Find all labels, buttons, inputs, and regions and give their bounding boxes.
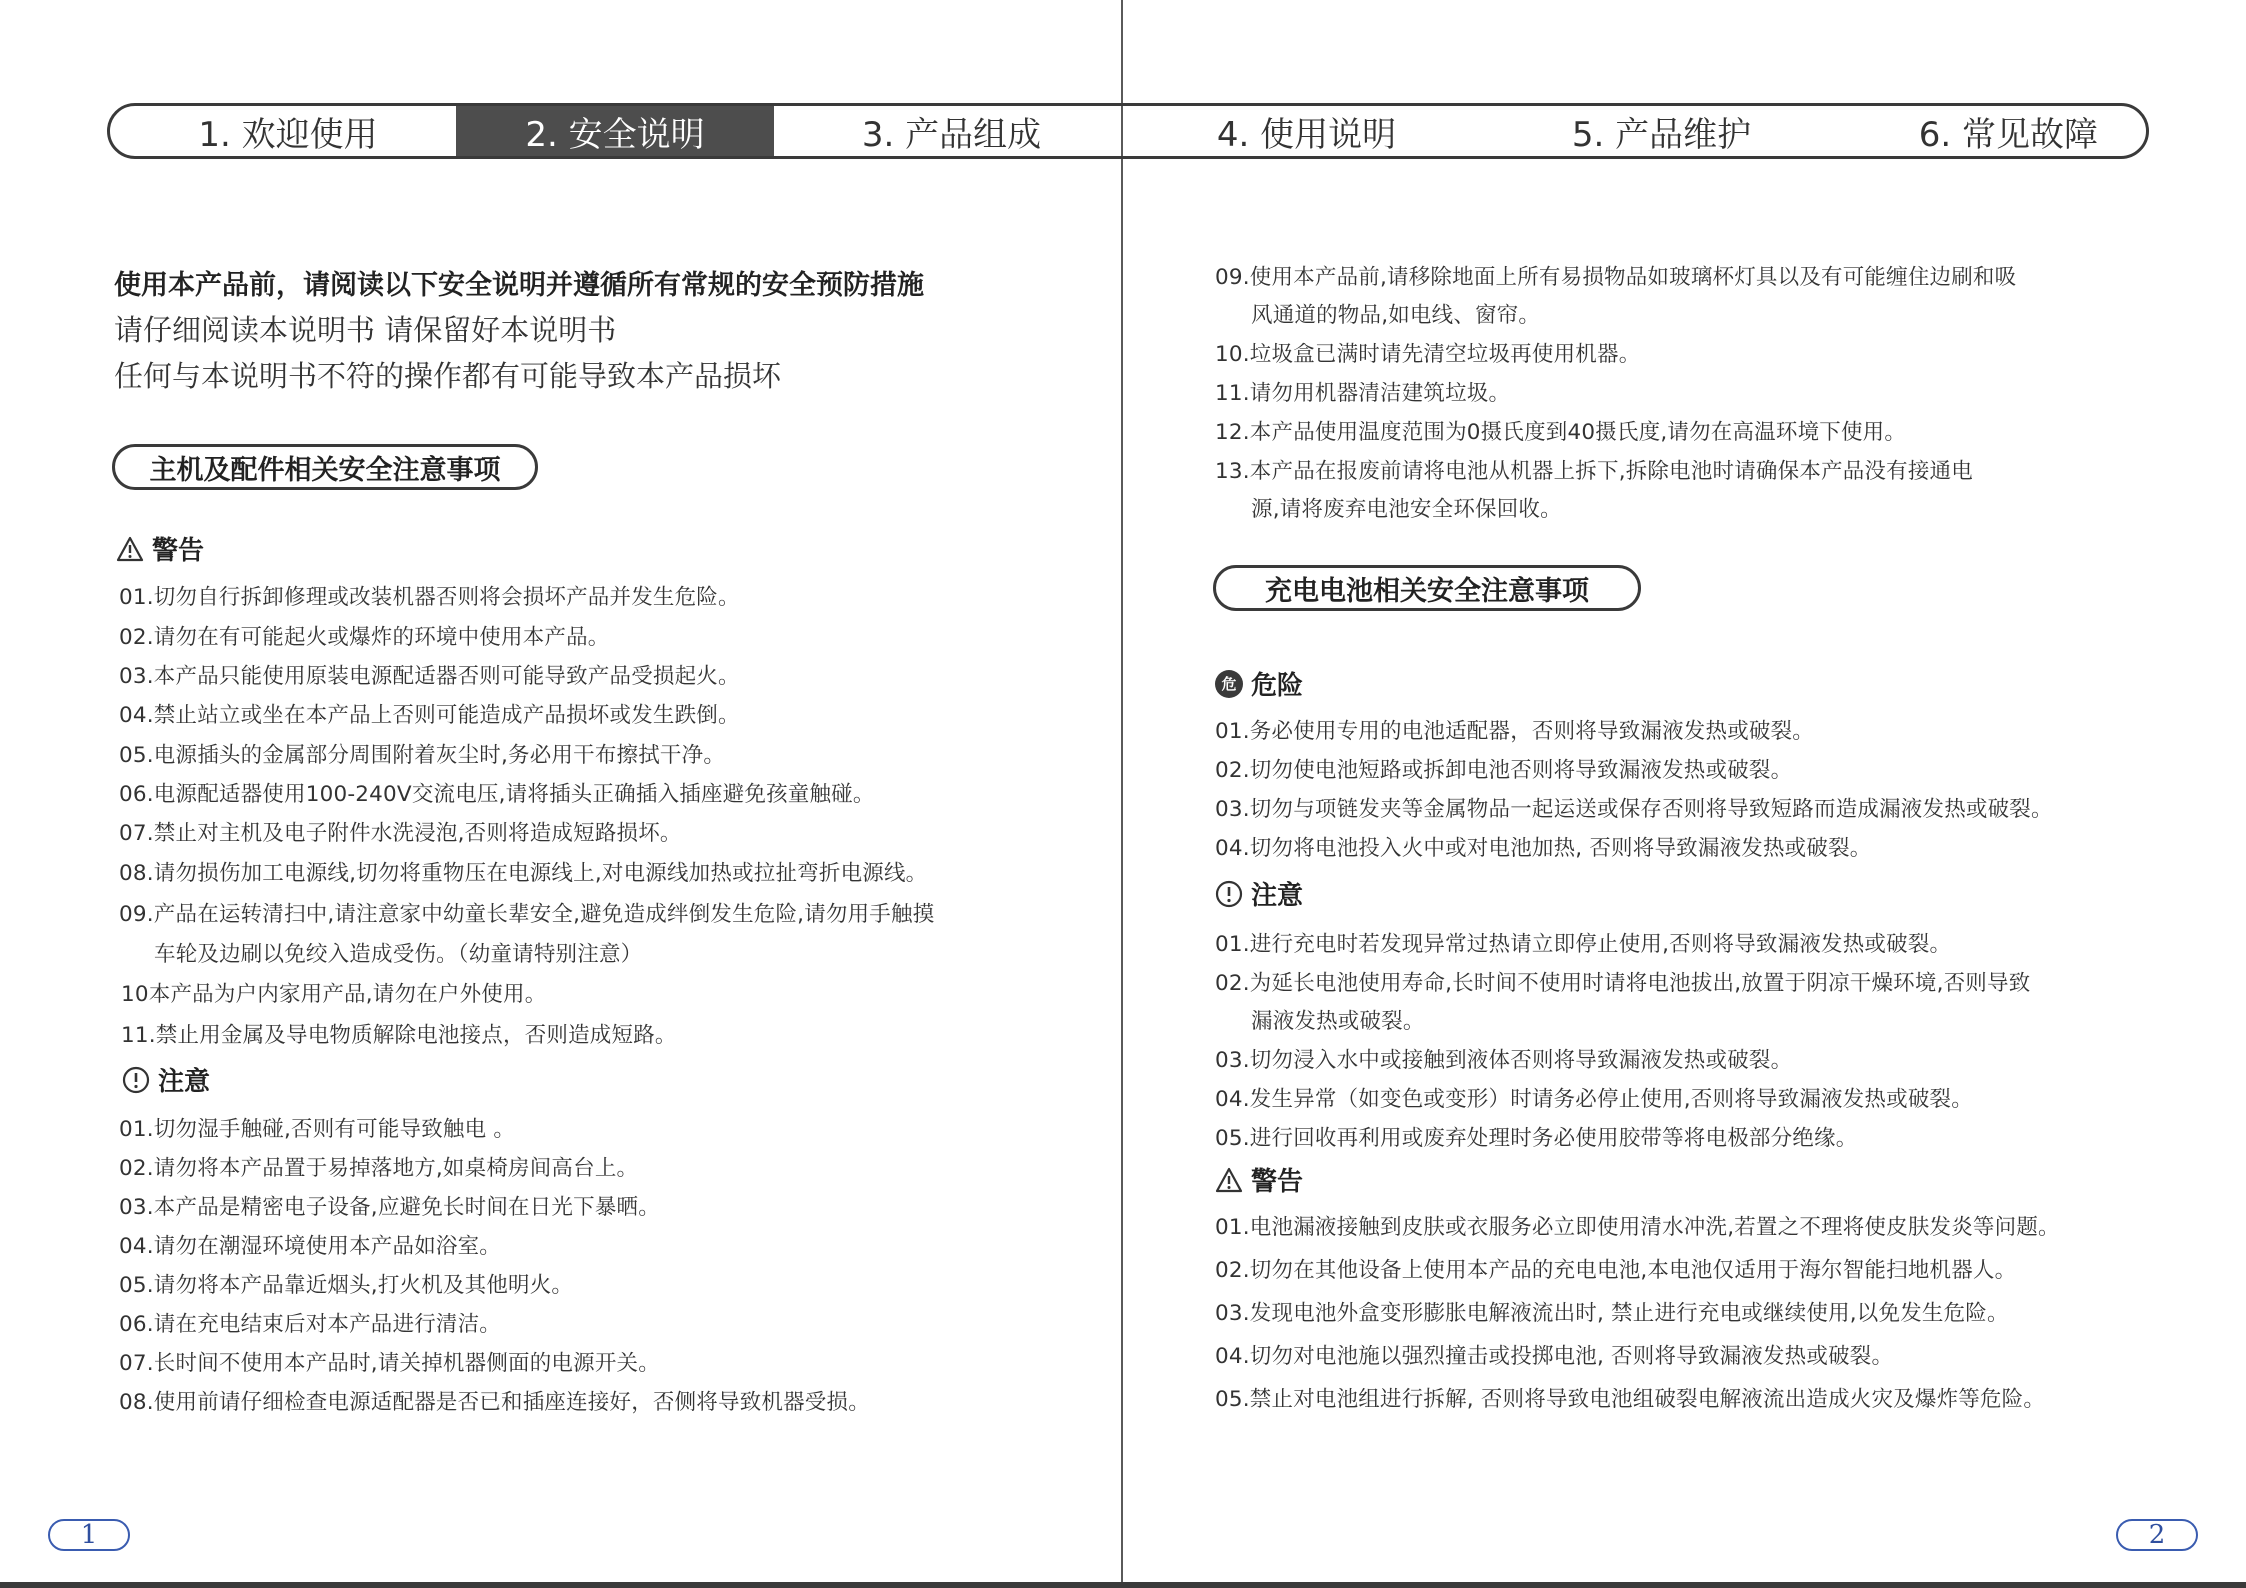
list-item: 09.产品在运转清扫中,请注意家中幼童长辈安全,避免造成绊倒发生危险,请勿用手触摸 — [119, 902, 935, 927]
list-item-continuation: 风通道的物品,如电线、窗帘。 — [1251, 303, 1541, 328]
left-caution-heading-label: 注意 — [158, 1067, 211, 1097]
left-warning-heading-label: 警告 — [152, 536, 205, 566]
tab-welcome[interactable]: 1. 欢迎使用 — [198, 114, 378, 155]
intro-line-2: 任何与本说明书不符的操作都有可能导致本产品损坏 — [114, 359, 782, 393]
list-item: 09.使用本产品前,请移除地面上所有易损物品如玻璃杯灯具以及有可能缠住边刷和吸 — [1215, 265, 2017, 290]
list-item: 05.进行回收再利用或废弃处理时务必使用胶带等将电极部分绝缘。 — [1215, 1126, 1858, 1151]
list-item: 04.切勿对电池施以强烈撞击或投掷电池, 否则将导致漏液发热或破裂。 — [1215, 1344, 1894, 1369]
list-item: 03.本产品只能使用原装电源配适器否则可能导致产品受损起火。 — [119, 664, 740, 689]
tab-product-maintenance[interactable]: 5. 产品维护 — [1571, 114, 1752, 155]
list-item: 05.请勿将本产品靠近烟头,打火机及其他明火。 — [119, 1273, 574, 1298]
chapter-tab-bar — [107, 103, 2149, 159]
exclamation-circle-icon — [122, 1066, 150, 1094]
list-item: 04.切勿将电池投入火中或对电池加热, 否则将导致漏液发热或破裂。 — [1215, 836, 1872, 861]
list-item: 06.电源配适器使用100-240V交流电压,请将插头正确插入插座避免孩童触碰。 — [119, 782, 875, 807]
tab-usage-instructions[interactable]: 4. 使用说明 — [1216, 114, 1397, 155]
list-item-continuation: 漏液发热或破裂。 — [1251, 1009, 1425, 1034]
list-item: 01.切勿湿手触碰,否则有可能导致触电 。 — [119, 1117, 516, 1142]
list-item: 07.禁止对主机及电子附件水洗浸泡,否则将造成短路损坏。 — [119, 821, 682, 846]
list-item: 08.请勿损伤加工电源线,切勿将重物压在电源线上,对电源线加热或拉扯弯折电源线。 — [119, 861, 928, 886]
right-danger-heading — [1215, 665, 1303, 702]
list-item: 12.本产品使用温度范围为0摄氏度到40摄氏度,请勿在高温环境下使用。 — [1215, 420, 1907, 445]
tab-safety-instructions[interactable]: 2. 安全说明 — [456, 106, 774, 156]
danger-badge-icon — [1215, 670, 1243, 698]
list-item: 10.垃圾盒已满时请先清空垃圾再使用机器。 — [1215, 342, 1641, 367]
list-item: 11.禁止用金属及导电物质解除电池接点，否则造成短路。 — [121, 1023, 677, 1048]
section-title-rechargeable-battery: 充电电池相关安全注意事项 — [1213, 565, 1641, 611]
bottom-rule — [0, 1582, 2246, 1588]
left-caution-heading — [122, 1061, 210, 1098]
list-item: 02.请勿在有可能起火或爆炸的环境中使用本产品。 — [119, 625, 610, 650]
page-number-right: 2 — [2116, 1519, 2198, 1551]
list-item: 02.为延长电池使用寿命,长时间不使用时请将电池拔出,放置于阴凉干燥环境,否则导致 — [1215, 971, 2031, 996]
list-item: 01.进行充电时若发现异常过热请立即停止使用,否则将导致漏液发热或破裂。 — [1215, 932, 1952, 957]
warning-triangle-icon — [116, 536, 144, 562]
list-item: 02.切勿在其他设备上使用本产品的充电电池,本电池仅适用于海尔智能扫地机器人。 — [1215, 1258, 2017, 1283]
list-item: 03.切勿与项链发夹等金属物品一起运送或保存否则将导致短路而造成漏液发热或破裂。 — [1215, 797, 2053, 822]
list-item: 01.切勿自行拆卸修理或改装机器否则将会损坏产品并发生危险。 — [119, 585, 740, 610]
list-item: 03.发现电池外盒变形膨胀电解液流出时, 禁止进行充电或继续使用,以免发生危险。 — [1215, 1301, 2009, 1326]
list-item: 13.本产品在报废前请将电池从机器上拆下,拆除电池时请确保本产品没有接通电 — [1215, 459, 1973, 484]
right-caution-heading-label: 注意 — [1251, 881, 1304, 911]
tab-product-components[interactable]: 3. 产品组成 — [861, 114, 1042, 155]
list-item: 05.电源插头的金属部分周围附着灰尘时,务必用干布擦拭干净。 — [119, 743, 726, 768]
list-item-continuation: 车轮及边刷以免绞入造成受伤。（幼童请特别注意） — [154, 942, 643, 967]
page-number-left: 1 — [48, 1519, 130, 1551]
right-danger-heading-label: 危险 — [1251, 671, 1304, 701]
section-title-host-accessories: 主机及配件相关安全注意事项 — [112, 444, 538, 490]
danger-badge-char: 危 — [1221, 675, 1237, 693]
list-item: 06.请在充电结束后对本产品进行清洁。 — [119, 1312, 501, 1337]
list-item: 02.切勿使电池短路或拆卸电池否则将导致漏液发热或破裂。 — [1215, 758, 1793, 783]
tab-troubleshooting[interactable]: 6. 常见故障 — [1918, 114, 2098, 155]
left-warning-heading — [116, 530, 204, 567]
list-item: 11.请勿用机器清洁建筑垃圾。 — [1215, 381, 1511, 406]
list-item: 08.使用前请仔细检查电源适配器是否已和插座连接好，否侧将导致机器受损。 — [119, 1390, 870, 1415]
right-warning-heading — [1215, 1161, 1303, 1198]
list-item: 05.禁止对电池组进行拆解, 否则将导致电池组破裂电解液流出造成火灾及爆炸等危险。 — [1215, 1387, 2046, 1412]
intro-line-1: 请仔细阅读本说明书 请保留好本说明书 — [114, 313, 617, 347]
list-item: 03.切勿浸入水中或接触到液体否则将导致漏液发热或破裂。 — [1215, 1048, 1793, 1073]
list-item-continuation: 源,请将废弃电池安全环保回收。 — [1251, 497, 1562, 522]
list-item: 01.务必使用专用的电池适配器，否则将导致漏液发热或破裂。 — [1215, 719, 1814, 744]
list-item: 04.发生异常（如变色或变形）时请务必停止使用,否则将导致漏液发热或破裂。 — [1215, 1087, 1973, 1112]
list-item: 07.长时间不使用本产品时,请关掉机器侧面的电源开关。 — [119, 1351, 660, 1376]
warning-triangle-icon — [1215, 1167, 1243, 1193]
list-item: 10本产品为户内家用产品,请勿在户外使用。 — [121, 982, 547, 1007]
list-item: 02.请勿将本产品置于易掉落地方,如桌椅房间高台上。 — [119, 1156, 639, 1181]
right-warning-heading-label: 警告 — [1251, 1167, 1304, 1197]
list-item: 04.禁止站立或坐在本产品上否则可能造成产品损坏或发生跌倒。 — [119, 703, 740, 728]
list-item: 01.电池漏液接触到皮肤或衣服务必立即使用清水冲洗,若置之不理将使皮肤发炎等问题。 — [1215, 1215, 2060, 1240]
intro-bold-statement: 使用本产品前，请阅读以下安全说明并遵循所有常规的安全预防措施 — [114, 270, 924, 301]
right-caution-heading — [1215, 875, 1303, 912]
page-spine-divider — [1121, 0, 1123, 1588]
list-item: 03.本产品是精密电子设备,应避免长时间在日光下暴晒。 — [119, 1195, 660, 1220]
exclamation-circle-icon — [1215, 880, 1243, 908]
list-item: 04.请勿在潮湿环境使用本产品如浴室。 — [119, 1234, 501, 1259]
